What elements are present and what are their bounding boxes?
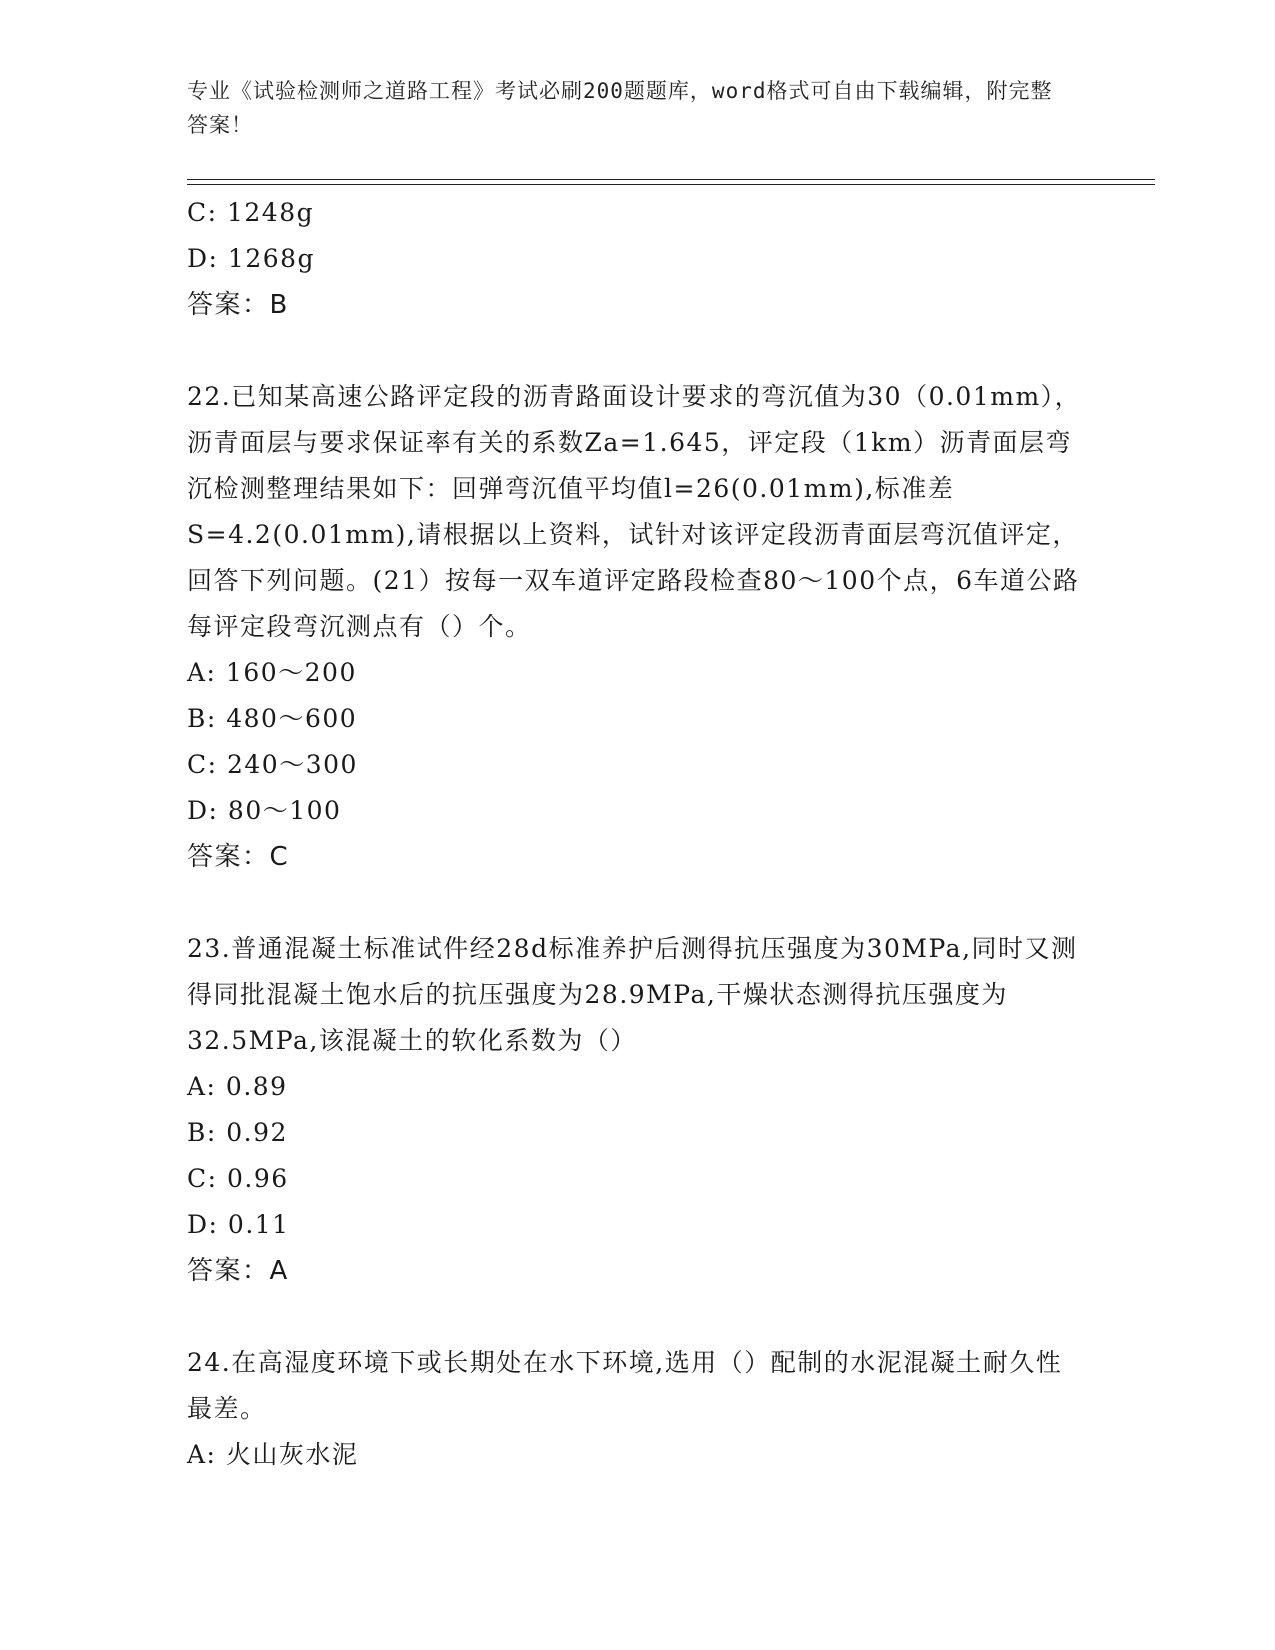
option-d: D: 80～100 xyxy=(187,796,342,825)
header-divider-secondary xyxy=(187,184,1155,185)
option-c: C: 240～300 xyxy=(187,750,358,779)
option-a: A: 160～200 xyxy=(187,658,357,687)
spacer xyxy=(187,1294,1087,1340)
answer-label: 答案：B xyxy=(187,290,289,320)
question-24-stem: 24.在高湿度环境下或长期处在水下环境,选用（）配制的水泥混凝土耐久性最差。 xyxy=(187,1348,1063,1423)
header-text: 专业《试验检测师之道路工程》考试必刷200题题库，word格式可自由下载编辑，附完整答案！ xyxy=(187,79,1053,137)
spacer xyxy=(187,328,1087,374)
option-a: A: 0.89 xyxy=(187,1072,288,1101)
option-b: B: 480～600 xyxy=(187,704,358,733)
option-b: B: 0.92 xyxy=(187,1118,288,1147)
spacer xyxy=(187,880,1087,926)
option-c: C: 1248g xyxy=(187,198,315,227)
answer-label: 答案：C xyxy=(187,842,290,872)
option-a: A: 火山灰水泥 xyxy=(187,1440,359,1469)
question-23-stem: 23.普通混凝土标准试件经28d标准养护后测得抗压强度为30MPa,同时又测得同批混凝土饱水后的抗压强度为28.9MPa,干燥状态测得抗压强度为32.5MPa,该混凝土的软化系数为（） xyxy=(187,934,1078,1055)
option-d: D: 1268g xyxy=(187,244,316,273)
document-header xyxy=(187,74,1067,142)
answer-label: 答案：A xyxy=(187,1256,289,1286)
option-d: D: 0.11 xyxy=(187,1210,290,1239)
option-c: C: 0.96 xyxy=(187,1164,289,1193)
question-list xyxy=(187,190,1087,1478)
question-22-stem: 22.已知某高速公路评定段的沥青路面设计要求的弯沉值为30（0.01mm），沥青面层与要求保证率有关的系数Za=1.645，评定段（1km）沥青面层弯沉检测整理结果如下：回弹弯沉值平均值l=26(0.01mm),标准差S=4.2(0.01mm),请根据以上资料，试针对该评定段沥青面层弯沉值评定，回答下列问题。(21）按每一双车道评定路段检查80～100个点，6车道公路每评定段弯沉测点有（）个。 xyxy=(187,382,1082,641)
header-divider xyxy=(187,179,1155,180)
